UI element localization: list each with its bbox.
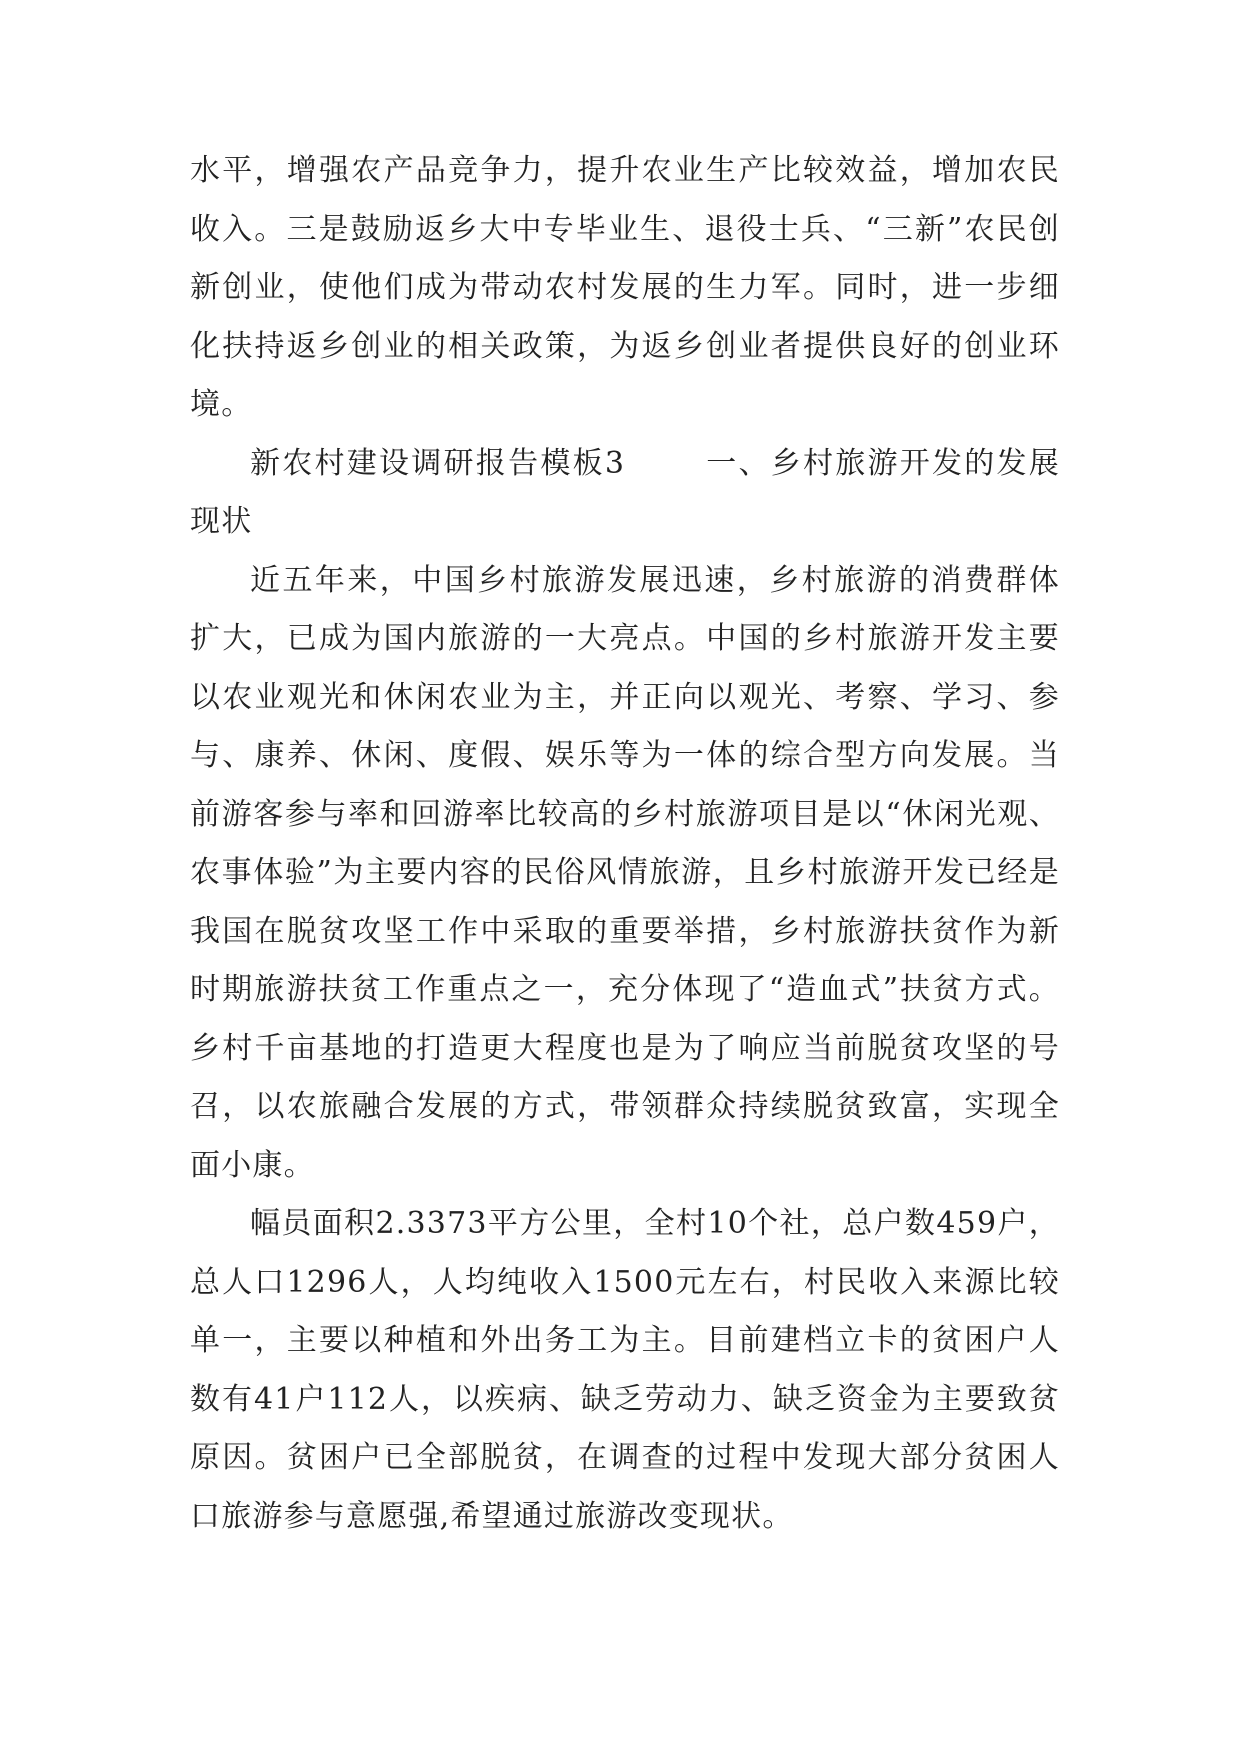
section-heading: 一、乡村旅游开发的发展现状	[190, 445, 1060, 539]
paragraph-continuation: 水平，增强农产品竞争力，提升农业生产比较效益，增加农民收入。三是鼓励返乡大中专毕业生、退役士兵、“三新”农民创新创业，使他们成为带动农村发展的生力军。同时，进一步细化扶持返乡创业的相关政策，为返乡创业者提供良好的创业环境。	[190, 153, 1060, 422]
paragraph-rural-tourism: 近五年来，中国乡村旅游发展迅速，乡村旅游的消费群体扩大，已成为国内旅游的一大亮点。中国的乡村旅游开发主要以农业观光和休闲农业为主，并正向以观光、考察、学习、参与、康养、休闲、度假、娱乐等为一体的综合型方向发展。当前游客参与率和回游率比较高的乡村旅游项目是以“休闲光观、农事体验”为主要内容的民俗风情旅游，且乡村旅游开发已经是我国在脱贫攻坚工作中采取的重要举措，乡村旅游扶贫作为新时期旅游扶贫工作重点之一，充分体现了“造血式”扶贫方式。乡村千亩基地的打造更大程度也是为了响应当前脱贫攻坚的号召，以农旅融合发展的方式，带领群众持续脱贫致富，实现全面小康。	[190, 562, 1060, 1183]
section-heading-paragraph	[190, 435, 1060, 552]
template-title: 新农村建设调研报告模板3	[250, 445, 626, 481]
paragraph-village-statistics: 幅员面积2.3373平方公里，全村10个社，总户数459户，总人口1296人，人均纯收入1500元左右，村民收入来源比较单一，主要以种植和外出务工为主。目前建档立卡的贫困户人数有41户112人，以疾病、缺乏劳动力、缺乏资金为主要致贫原因。贫困户已全部脱贫，在调查的过程中发现大部分贫困人口旅游参与意愿强,希望通过旅游改变现状。	[190, 1206, 1060, 1534]
document-body	[190, 142, 1060, 1546]
